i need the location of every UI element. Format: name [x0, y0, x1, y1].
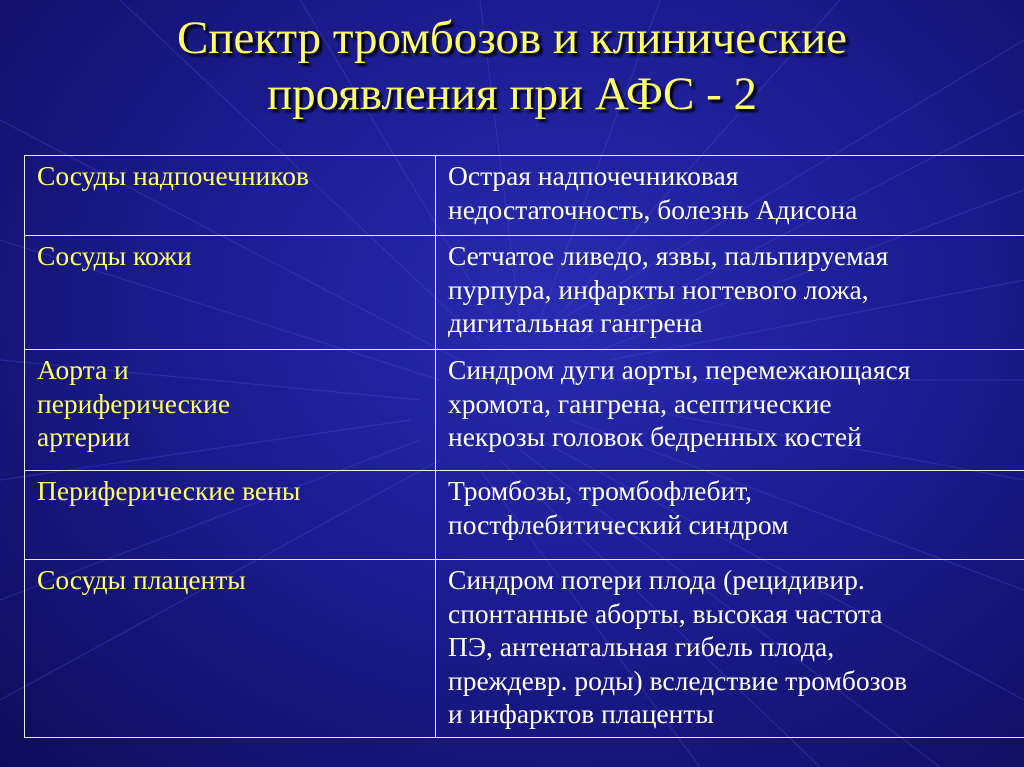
- slide-title-line: Спектр тромбозов и клинические: [176, 12, 848, 64]
- vessel-cell: [25, 236, 436, 350]
- manifestation-text: преждевр. роды) вследствие тромбозов: [448, 664, 908, 696]
- manifestation-text: ПЭ, антенатальная гибель плода,: [448, 631, 835, 662]
- manifestation-text: Синдром дуги аорты, перемежающаяся: [448, 354, 911, 385]
- manifestation-text: спонтанные аборты, высокая частота: [448, 597, 883, 629]
- vessel-cell: [25, 350, 436, 471]
- manifestation-text: Сетчатое ливедо, язвы, пальпируемая: [448, 240, 889, 271]
- table-row: [25, 471, 1024, 560]
- vessel-text: артерии: [37, 421, 131, 452]
- manifestation-text: хромота, гангрена, асептические: [448, 387, 832, 419]
- manifestation-text: и инфарктов плаценты: [448, 698, 714, 729]
- vessel-text: периферические: [37, 387, 231, 419]
- thrombosis-spectrum-table: [24, 155, 1024, 738]
- manifestation-cell: [436, 471, 1024, 560]
- manifestation-cell: [436, 236, 1024, 350]
- manifestation-cell: [436, 156, 1024, 236]
- slide-title-line: проявления при АФС - 2: [266, 68, 758, 120]
- vessel-cell: [25, 471, 436, 560]
- manifestation-text: Тромбозы, тромбофлебит,: [448, 475, 753, 506]
- manifestation-text: дигитальная гангрена: [448, 307, 703, 338]
- slide-title: [0, 10, 1024, 122]
- vessel-text: Аорта и: [37, 354, 129, 385]
- vessel-text: Сосуды надпочечников: [37, 160, 309, 191]
- table-row: [25, 560, 1024, 738]
- vessel-text: Периферические вены: [37, 475, 301, 506]
- manifestation-cell: [436, 560, 1024, 738]
- manifestation-text: пурпура, инфаркты ногтевого ложа,: [448, 273, 869, 305]
- table-row: [25, 350, 1024, 471]
- manifestation-cell: [436, 350, 1024, 471]
- vessel-cell: [25, 560, 436, 738]
- manifestation-text: Острая надпочечниковая: [448, 160, 739, 191]
- manifestation-text: постфлебитический синдром: [448, 508, 789, 540]
- vessel-text: Сосуды плаценты: [37, 564, 246, 595]
- table-row: [25, 156, 1024, 236]
- vessel-text: Сосуды кожи: [37, 240, 192, 271]
- manifestation-text: некрозы головок бедренных костей: [448, 421, 862, 452]
- manifestation-text: Синдром потери плода (рецидивир.: [448, 564, 865, 595]
- table-row: [25, 236, 1024, 350]
- manifestation-text: недостаточность, болезнь Адисона: [448, 193, 858, 225]
- vessel-cell: [25, 156, 436, 236]
